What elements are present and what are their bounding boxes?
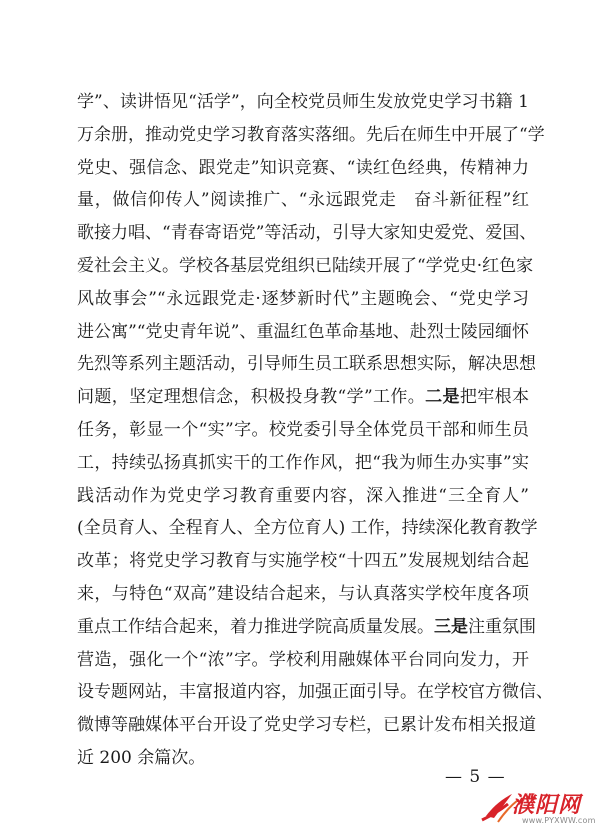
text-line	[77, 283, 529, 316]
text-line-content: 微博等融媒体平台开设了党史学习专栏，已累计发布相关报道	[77, 715, 536, 736]
text-line	[77, 381, 529, 414]
body-paragraph	[77, 86, 553, 775]
text-line-content: 改革；将党史学习教育与实施学校“十四五”发展规划结合起	[77, 551, 529, 572]
text-line	[77, 480, 529, 513]
text-line	[77, 250, 534, 283]
text-line	[77, 119, 545, 152]
text-line-content: 重点工作结合起来，着力推进学院高质量发展。	[77, 616, 434, 637]
bold-enumerator: 三是	[434, 616, 468, 637]
text-line-content: 问题，坚定理想信念，积极投身教“学”工作。	[77, 387, 426, 408]
text-line-content: (全员育人、全程育人、全方位育人) 工作，持续深化教育教学	[77, 518, 538, 539]
text-line-content: 来，与特色“双高”建设结合起来，与认真落实学校年度各项	[77, 583, 529, 604]
text-line-content: 党史、强信念、跟党走”知识竞赛、“读红色经典，传精神力	[77, 157, 529, 178]
text-line-content: 近 200 余篇次。	[77, 747, 206, 768]
text-line-content: 工，持续弘扬真抓实干的工作作风，把“我为师生办实事”实	[77, 452, 529, 473]
text-line-content: 量，做信仰传人”阅读推广、“永远跟党走 奋斗新征程”红	[77, 190, 529, 211]
text-line	[77, 447, 529, 480]
text-line	[77, 512, 538, 545]
text-line-tail: 把牢根本	[459, 387, 530, 408]
text-line-content: 进公寓”“党史青年说”、重温红色革命基地、赴烈士陵园缅怀	[77, 321, 529, 342]
text-line-content: 歌接力唱、“青春寄语党”等活动，引导大家知史爱党、爱国、	[77, 223, 537, 244]
page-number: — 5 —	[445, 767, 506, 787]
watermark-url: www.PYXWW.com	[522, 816, 596, 825]
text-line	[77, 611, 536, 644]
text-line-content: 万余册，推动党史学习教育落实落细。先后在师生中开展了“学	[77, 124, 545, 145]
watermark-title: 濮阳网	[512, 793, 582, 818]
text-line-content: 任务，彰显一个“实”字。校党委引导全体党员干部和师生员	[77, 419, 529, 440]
bold-enumerator: 二是	[425, 387, 460, 408]
text-line	[77, 644, 529, 677]
text-line-content: 风故事会”“永远跟党走·逐梦新时代”主题晚会、“党史学习	[77, 288, 529, 309]
text-line	[77, 414, 529, 447]
text-line	[77, 676, 553, 709]
text-line-content: 践活动作为党史学习教育重要内容，深入推进“三全育人”	[77, 485, 529, 506]
text-line	[77, 545, 529, 578]
text-line	[77, 86, 529, 119]
text-line	[77, 578, 529, 611]
text-line	[77, 184, 529, 217]
site-watermark	[478, 786, 602, 830]
text-line	[77, 217, 537, 250]
text-line	[77, 152, 529, 185]
text-line-content: 爱社会主义。学校各基层党组织已陆续开展了“学党史·红色家	[77, 255, 534, 276]
text-line-content: 设专题网站，丰富报道内容，加强正面引导。在学校官方微信、	[77, 682, 553, 703]
text-line	[77, 709, 536, 742]
text-line-content: 先烈等系列主题活动，引导师生员工联系思想实际，解决思想	[77, 354, 536, 375]
text-line	[77, 316, 529, 349]
text-line-content: 学”、读讲悟见“活学”，向全校党员师生发放党史学习书籍 1	[77, 92, 529, 112]
text-line-content: 营造，强化一个“浓”字。学校利用融媒体平台同向发力，开	[77, 649, 529, 670]
text-line	[77, 348, 536, 381]
text-line-tail: 注重氛围	[468, 616, 536, 637]
